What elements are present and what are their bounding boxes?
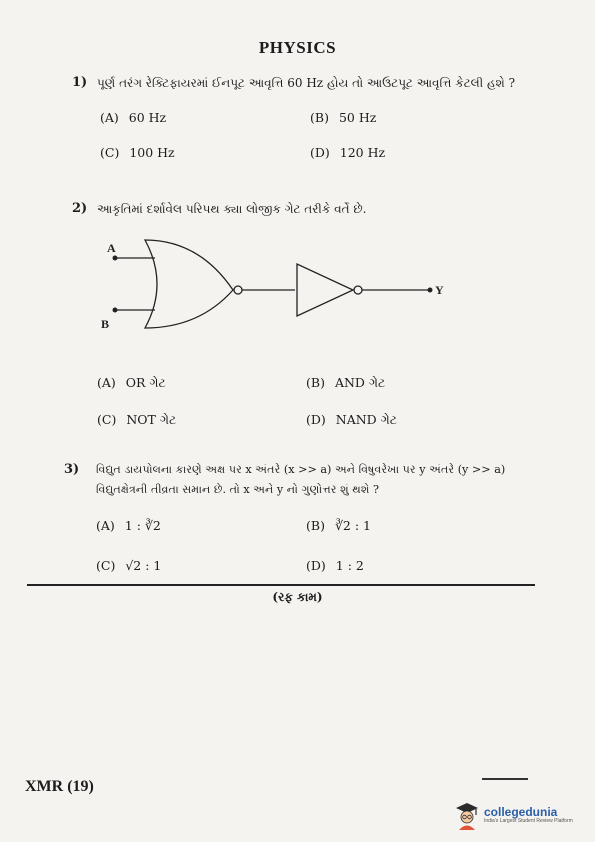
- q3-option-c-label: (C): [96, 558, 116, 573]
- rough-work-label: (રફ કામ): [272, 590, 323, 604]
- collegedunia-watermark: [454, 800, 573, 830]
- not-gate-bubble: [354, 286, 362, 294]
- q2-option-b-label: (B): [306, 375, 325, 390]
- q1-option-c-text: 100 Hz: [129, 145, 175, 160]
- q1-option-d: [310, 145, 385, 160]
- question-3-text-line-2: વિદ્યુતક્ષેત્રની તીવ્રતા સમાન છે. તો x અને y નો ગુણોત્તર શું થશે ?: [96, 483, 380, 496]
- or-gate-bubble: [234, 286, 242, 294]
- q3-option-a: [96, 518, 161, 533]
- question-2-text: આકૃતિમાં દર્શાવેલ પરિપથ ક્યા લોજીક ગેટ તરીકે વર્તે છે.: [97, 202, 367, 216]
- question-2-number: 2): [72, 201, 88, 216]
- q2-option-a-label: (A): [97, 375, 116, 390]
- q2-option-d-label: (D): [306, 412, 326, 427]
- q3-option-a-text: 1 : ∛2: [124, 518, 161, 533]
- q3-option-c-text: √2 : 1: [125, 558, 162, 573]
- q3-option-b: [306, 518, 371, 533]
- q2-option-d: [306, 412, 397, 428]
- q2-option-d-text: NAND ગેટ: [335, 412, 398, 427]
- input-b-dot: [113, 308, 118, 313]
- input-a-dot: [113, 256, 118, 261]
- student-icon: [454, 800, 480, 830]
- q1-option-d-text: 120 Hz: [339, 145, 386, 160]
- paper-code: XMR (19): [25, 778, 94, 795]
- q2-option-b-text: AND ગેટ: [334, 375, 386, 390]
- q2-option-c-label: (C): [97, 412, 117, 427]
- q1-option-a-label: (A): [100, 110, 119, 125]
- q3-option-d-text: 1 : 2: [335, 558, 364, 573]
- question-3-number: 3): [64, 462, 80, 477]
- not-gate-shape: [297, 264, 353, 316]
- question-1-text: પૂર્ણ તરંગ રેક્ટિફાયરમાં ઈનપૂટ આવૃત્તિ 60 Hz હોય તો આઉટપૂટ આવૃત્તિ કેટલી હશે ?: [97, 76, 516, 90]
- logic-circuit-diagram: [95, 232, 455, 337]
- q1-option-a-text: 60 Hz: [128, 110, 167, 125]
- q2-option-c: [97, 412, 176, 428]
- q3-option-d-label: (D): [306, 558, 326, 573]
- q1-option-b: [310, 110, 376, 125]
- q2-option-a-text: OR ગેટ: [125, 375, 166, 390]
- output-label: Y: [435, 283, 444, 297]
- q1-option-a: [100, 110, 166, 125]
- q1-option-c-label: (C): [100, 145, 120, 160]
- question-1-number: 1): [72, 75, 88, 90]
- q1-option-c: [100, 145, 175, 160]
- q2-option-a: [97, 375, 166, 391]
- input-b-label: B: [101, 317, 110, 331]
- q1-option-b-text: 50 Hz: [338, 110, 377, 125]
- pto-mark: [482, 778, 528, 780]
- q3-option-b-text: ∛2 : 1: [334, 518, 371, 533]
- q1-option-b-label: (B): [310, 110, 329, 125]
- input-a-label: A: [107, 241, 116, 255]
- watermark-tagline: India's Largest Student Review Platform: [484, 817, 573, 824]
- or-gate-shape: [145, 240, 233, 328]
- q3-option-c: [96, 558, 161, 573]
- q3-option-d: [306, 558, 364, 573]
- q2-option-c-text: NOT ગેટ: [126, 412, 177, 427]
- q2-option-b: [306, 375, 385, 391]
- q3-option-a-label: (A): [96, 518, 115, 533]
- q3-option-b-label: (B): [306, 518, 325, 533]
- watermark-name: collegedunia: [484, 805, 558, 820]
- page-title: PHYSICS: [258, 38, 337, 57]
- question-3-text-line-1: વિદ્યુત ડાયપોલના કારણે અક્ષ પર x અંતરે (x >> a) અને વિષુવરેખા પર y અંતરે (y >> a): [96, 463, 506, 476]
- output-dot: [428, 288, 433, 293]
- section-divider: [27, 584, 535, 586]
- q1-option-d-label: (D): [310, 145, 330, 160]
